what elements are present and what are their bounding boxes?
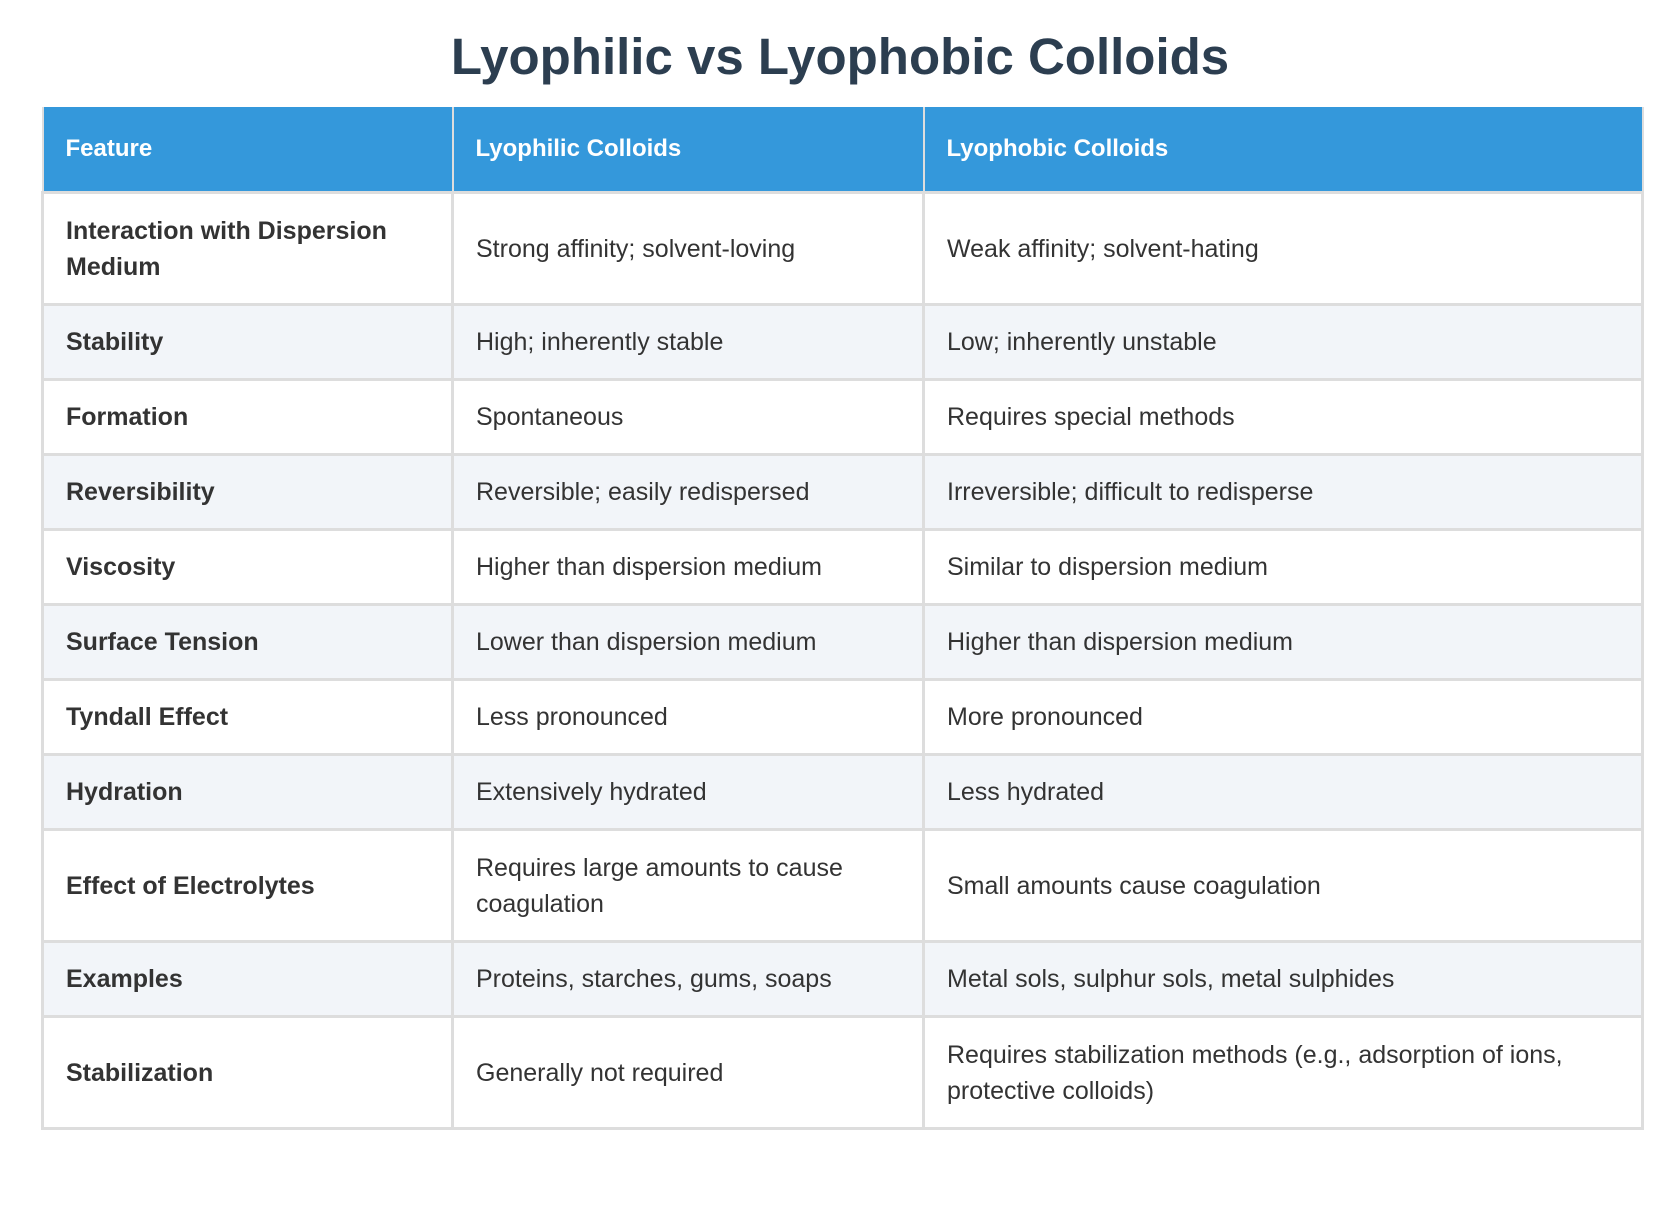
table-row xyxy=(43,305,1643,380)
lyophilic-cell: High; inherently stable xyxy=(453,305,924,380)
table-row xyxy=(43,455,1643,530)
lyophobic-cell: Small amounts cause coagulation xyxy=(924,830,1643,942)
lyophilic-cell: Generally not required xyxy=(453,1017,924,1129)
table-row xyxy=(43,193,1643,305)
table-row xyxy=(43,530,1643,605)
lyophilic-cell: Spontaneous xyxy=(453,380,924,455)
feature-cell: Effect of Electrolytes xyxy=(43,830,453,942)
page-title: Lyophilic vs Lyophobic Colloids xyxy=(450,28,1230,85)
lyophilic-cell: Lower than dispersion medium xyxy=(453,605,924,680)
column-header-lyophilic: Lyophilic Colloids xyxy=(453,107,924,193)
feature-cell: Reversibility xyxy=(43,455,453,530)
lyophobic-cell: Weak affinity; solvent-hating xyxy=(924,193,1643,305)
lyophilic-cell: Proteins, starches, gums, soaps xyxy=(453,942,924,1017)
feature-cell: Interaction with Dispersion Medium xyxy=(43,193,453,305)
lyophobic-cell: Higher than dispersion medium xyxy=(924,605,1643,680)
lyophilic-cell: Higher than dispersion medium xyxy=(453,530,924,605)
lyophobic-cell: Requires special methods xyxy=(924,380,1643,455)
feature-cell: Surface Tension xyxy=(43,605,453,680)
table-row xyxy=(43,1017,1643,1129)
lyophobic-cell: Requires stabilization methods (e.g., adsorption of ions, protective colloids) xyxy=(924,1017,1643,1129)
lyophobic-cell: More pronounced xyxy=(924,680,1643,755)
table-row xyxy=(43,830,1643,942)
feature-cell: Stabilization xyxy=(43,1017,453,1129)
table-row xyxy=(43,942,1643,1017)
table-row xyxy=(43,605,1643,680)
lyophilic-cell: Requires large amounts to cause coagulation xyxy=(453,830,924,942)
lyophobic-cell: Less hydrated xyxy=(924,755,1643,830)
feature-cell: Hydration xyxy=(43,755,453,830)
lyophilic-cell: Extensively hydrated xyxy=(453,755,924,830)
column-header-feature: Feature xyxy=(43,107,453,193)
lyophilic-cell: Reversible; easily redispersed xyxy=(453,455,924,530)
lyophobic-cell: Low; inherently unstable xyxy=(924,305,1643,380)
feature-cell: Stability xyxy=(43,305,453,380)
lyophobic-cell: Metal sols, sulphur sols, metal sulphides xyxy=(924,942,1643,1017)
lyophilic-cell: Strong affinity; solvent-loving xyxy=(453,193,924,305)
feature-cell: Formation xyxy=(43,380,453,455)
comparison-table xyxy=(41,107,1644,1130)
column-header-lyophobic: Lyophobic Colloids xyxy=(924,107,1643,193)
table-row xyxy=(43,380,1643,455)
lyophilic-cell: Less pronounced xyxy=(453,680,924,755)
feature-cell: Examples xyxy=(43,942,453,1017)
lyophobic-cell: Irreversible; difficult to redisperse xyxy=(924,455,1643,530)
lyophobic-cell: Similar to dispersion medium xyxy=(924,530,1643,605)
table-row xyxy=(43,755,1643,830)
feature-cell: Tyndall Effect xyxy=(43,680,453,755)
table-header-row xyxy=(43,107,1643,193)
table-row xyxy=(43,680,1643,755)
feature-cell: Viscosity xyxy=(43,530,453,605)
